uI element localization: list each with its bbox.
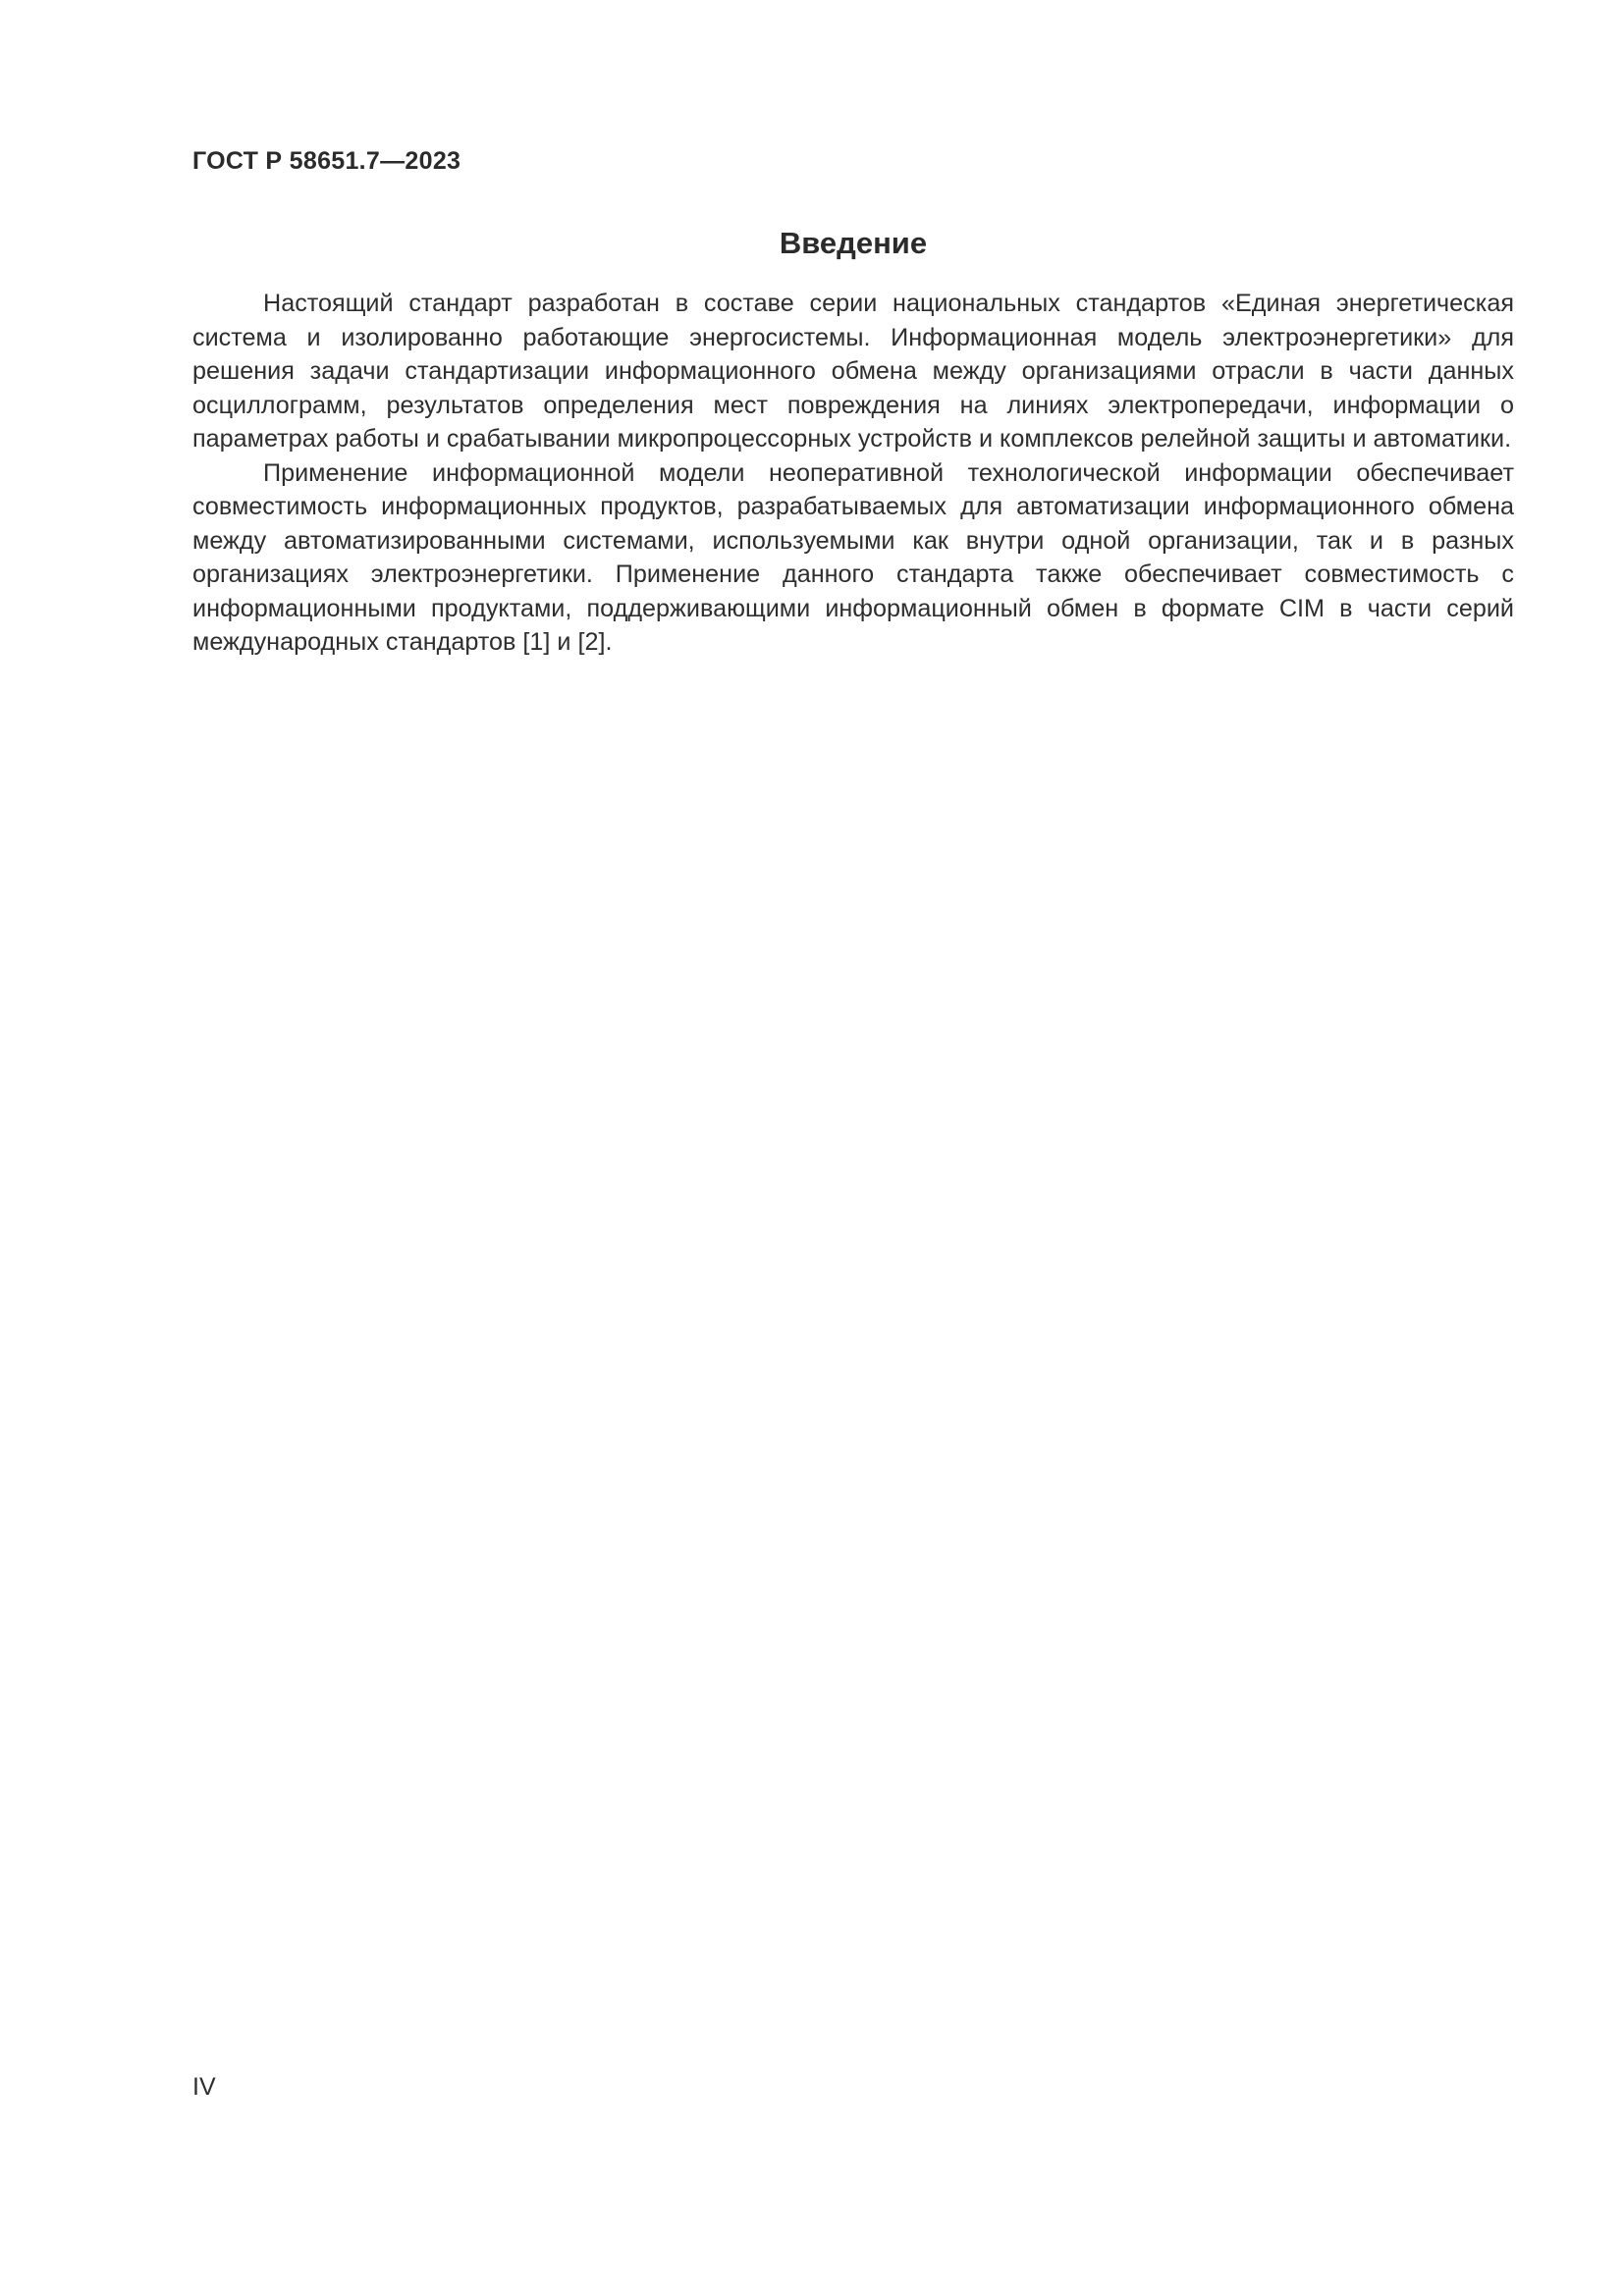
page-number: IV [192,2073,216,2101]
paragraph-1: Настоящий стандарт разработан в составе серии национальных стандартов «Единая энергетическая система и изолированно работающие энергосистемы. Информационная модель электроэнергетики» для решения задачи стандартизации информационного обмена между организациями отрасли в части данных осциллограмм, результатов определения мест повреждения на линиях электропередачи, информации о параметрах работы и срабатывании микропроцессорных устройств и комплексов релейной защиты и автоматики. [192,290,1514,453]
introduction-body [192,287,1514,660]
section-title: Введение [779,226,928,260]
standard-designation: ГОСТ Р 58651.7—2023 [192,147,461,175]
paragraph-2: Применение информационной модели неоперативной технологической информации обеспечивает совместимость информационных продуктов, разрабатываемых для автоматизации информационного обмена между автоматизированными системами, используемыми как внутри одной организации, так и в разных организациях электроэнергетики. Применение данного стандарта также обеспечивает совместимость с информационными продуктами, поддерживающими информационный обмен в формате CIM в части серий международных стандартов [1] и [2]. [192,458,1514,656]
